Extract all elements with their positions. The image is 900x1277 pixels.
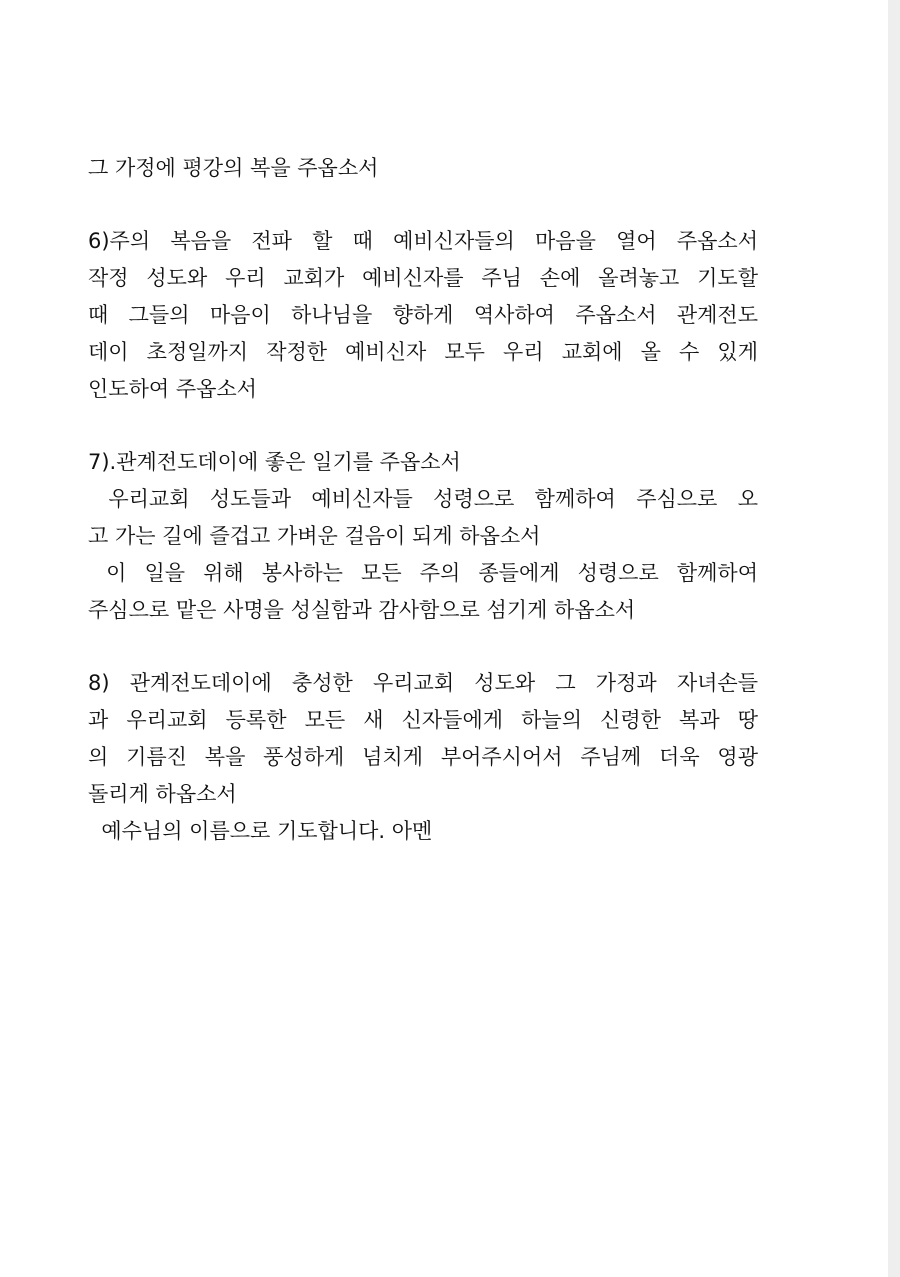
section-6 [88,223,758,408]
text-line: 고 가는 길에 즐겁고 가벼운 걸음이 되게 하옵소서 [88,524,541,548]
text-line: 작정 성도와 우리 교회가 예비신자를 주님 손에 올려놓고 기도할 [88,266,758,290]
prayer-text [88,150,758,850]
text-line: 데이 초정일까지 작정한 예비신자 모두 우리 교회에 올 수 있게 [88,340,758,364]
paragraph-gap [88,629,758,665]
page-edge [888,0,900,1277]
text-line: 의 기름진 복을 풍성하게 넘치게 부어주시어서 주님께 더욱 영광 [88,745,758,769]
text-line: 주심으로 맡은 사명을 성실함과 감사함으로 섬기게 하옵소서 [88,598,636,622]
text-line: 인도하여 주옵소서 [88,377,257,401]
text-line: 과 우리교회 등록한 모든 새 신자들에게 하늘의 신령한 복과 땅 [88,708,758,732]
text-line-intro: 그 가정에 평강의 복을 주옵소서 [88,156,379,180]
text-line: 돌리게 하옵소서 [88,782,237,806]
text-line: 6)주의 복음을 전파 할 때 예비신자들의 마음을 열어 주옵소서 [88,229,758,253]
paragraph-gap [88,187,758,223]
section-7 [88,444,758,629]
text-line: 7).관계전도데이에 좋은 일기를 주옵소서 [88,450,461,474]
paragraph-gap [88,408,758,444]
text-line: 이 일을 위해 봉사하는 모든 주의 종들에게 성령으로 함께하여 [88,561,758,585]
text-line: 8) 관계전도데이에 충성한 우리교회 성도와 그 가정과 자녀손들 [88,671,758,695]
text-line: 우리교회 성도들과 예비신자들 성령으로 함께하여 주심으로 오 [88,487,758,511]
text-line: 때 그들의 마음이 하나님을 향하게 역사하여 주옵소서 관계전도 [88,303,758,327]
section-8 [88,665,758,850]
text-line-closing: 예수님의 이름으로 기도합니다. 아멘 [88,819,433,843]
